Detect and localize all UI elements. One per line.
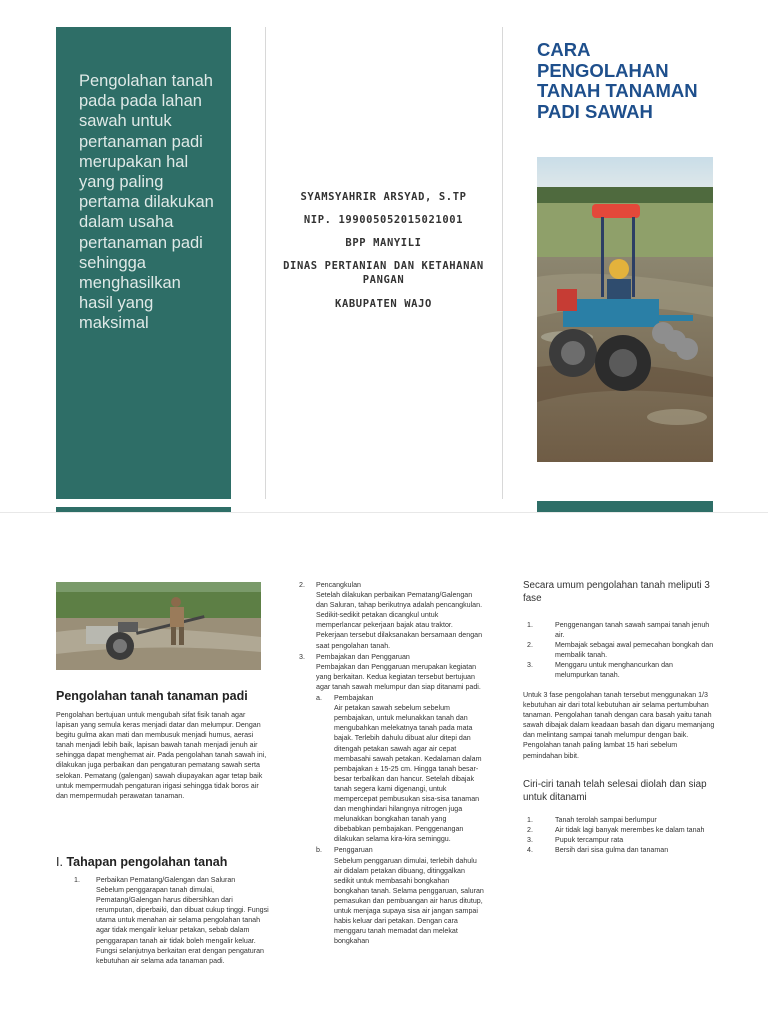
hand-tractor-photo (56, 582, 261, 670)
stage-title: Tahapan pengolahan tanah (66, 855, 228, 869)
sub-item-letter: a. (316, 694, 322, 703)
item-text: Tanah terolah sampai berlumpur (555, 816, 657, 824)
list-item (527, 620, 717, 640)
hand-tractor-photo-image (56, 582, 261, 670)
item-title: Perbaikan Pematang/Galengan dan Saluran (96, 876, 236, 884)
item-title: Pencangkulan (316, 581, 361, 589)
criteria-list (527, 815, 717, 855)
intro-panel (56, 27, 231, 499)
stage-heading (56, 855, 261, 869)
item-number: 1. (527, 621, 533, 629)
item-number: 3. (527, 661, 533, 670)
sub-item (316, 693, 485, 844)
list-item (527, 845, 717, 855)
stage-number: I. (56, 855, 63, 869)
sub-item (316, 845, 485, 946)
author-office: BPP MANYILI (345, 237, 422, 249)
sub-item-body: Air petakan sawah sebelum sebelum pembajakan, untuk melunakkan tanah dan mengubahkan melekatnya tanah pada mata bajak. Terlebih dahulu dibuat alur ditepi dan ditengah petakan sawah agar air cepat membasahi sawah petakan. Kedalaman dalam pembajakan ± 15-25 cm. Hingga tanah besar-besar terbalikan dan hancur. Setelah dibajak tanah segera kami digenangi, untuk mempercepat pembusukan sisa-sisa tanaman dan menghindari hilangnya nitrogen juga melunakkan bongkahan tanah yang dibebabkan pembajakan. Penggenangan dilakukan selama kira-kira seminggu. (334, 704, 482, 844)
author-block (282, 190, 485, 320)
item-text: Menggaru untuk menghancurkan dan melumpurkan tanah. (555, 661, 673, 680)
sub-item-title: Pembajakan (334, 694, 374, 703)
section-heading: Pengolahan tanah tanaman padi (56, 689, 248, 703)
phase-list (527, 620, 717, 681)
item-body: Sebelum penggarapan tanah dimulai, Pematang/Galengan harus dibersihkan dari rerumputan, diperbaiki, dan dibuat cukup tinggi. Fungsi utama untuk menahan air selama pengolahan tanah agar tidak mengalir keluar petakan, sebab dalam penggarapan tanah air tidak boleh mengalir keluar. Fungsi selanjutnya berkaitan erat dengan pengaturan kebutuhan air selama ada tanaman padi. (96, 886, 269, 965)
item-number: 1. (527, 816, 533, 824)
author-nip: NIP. 199005052015021001 (303, 214, 464, 226)
item-text: Penggenangan tanah sawah sampai tanah jenuh air. (555, 621, 710, 640)
list-item (527, 640, 717, 660)
brochure-title: CARA PENGOLAHAN TANAH TANAMAN PADI SAWAH (537, 39, 698, 122)
list-item (527, 835, 717, 845)
intro-text: Pengolahan tanah pada pada lahan sawah untuk pertanaman padi merupakan hal yang paling pertama dilakukan dalam usaha pertanaman padi sehingga menghasilkan hasil yang maksimal (79, 72, 214, 333)
author-regency: KABUPATEN WAJO (335, 298, 432, 310)
list-item (299, 652, 485, 947)
list-item (527, 825, 717, 835)
phase-intro: Secara umum pengolahan tanah meliputi 3 fase (523, 580, 710, 604)
sub-item-letter: b. (316, 846, 322, 855)
stage-list (74, 875, 270, 966)
item-text: Bersih dari sisa gulma dan tanaman (555, 846, 669, 855)
body-paragraph: Pengolahan bertujuan untuk mengubah sifat fisik tanah agar lapisan yang semula keras menjadi datar dan melumpur. Dengan begitu gulma akan mati dan membusuk menjadi humus, aerasi tanah menjadi lebih baik, lapisan bawah tanah menjadi jenuh air sehingga dapat menghemat air. Pada pengolahan tanah sawah ini, dilakukan juga perbaikan dan pengaturan pematang sawah serta selokan. Pematang (galengan) sawah diupayakan agar tetap baik untuk mempermudah pengaturan irigasi sehingga tidak boros air dan mempermudah perawatan tanaman. (56, 711, 267, 800)
decorative-bar (537, 501, 713, 512)
item-number: 2. (527, 826, 533, 835)
author-name: SYAMSYAHRIR ARSYAD, S.TP (300, 191, 467, 203)
item-body: Setelah dilakukan perbaikan Pematang/Galengan dan Saluran, tahap berikutnya adalah pencangkulan. Sedikit-sedikit petakan dicangkul untuk memperlancar pekerjaan bajak atau traktor. Pekerjaan tersebut dilaksanakan bersamaan dengan saat pengolahan tanah. (316, 591, 483, 650)
list-item (527, 660, 717, 680)
item-number: 3. (299, 652, 305, 661)
tractor-photo-image (537, 157, 713, 462)
item-number: 2. (527, 641, 533, 650)
fold-line (265, 27, 266, 499)
author-department: DINAS PERTANIAN DAN KETAHANAN PANGAN (283, 260, 484, 286)
item-body: Pembajakan dan Penggaruan merupakan kegiatan yang berkaitan. Kedua kegiatan tersebut bertujuan agar tanah sawah melumpur dan siap ditanami padi. (316, 662, 481, 691)
sub-item-body: Sebelum penggaruan dimulai, terlebih dahulu air didalam petakan dibuang, ditinggalkan sedikit untuk membasahi bongkahan bongkahan tanah. Selama penggaruan, saluran pemasukan dan pembuangan air harus ditutup, untuk menjaga supaya sisa air jangan sampai habis keluar dari petakan. Dengan cara menggaru tanah memadat dan melekat bongkahan (334, 856, 484, 946)
item-number: 2. (299, 581, 305, 589)
list-item (74, 875, 270, 966)
item-text: Air tidak lagi banyak merembes ke dalam tanah (555, 826, 705, 835)
phase-paragraph: Untuk 3 fase pengolahan tanah tersebut menggunakan 1/3 kebutuhan air dari total kebutuhan air selama pertumbuhan tanaman. Pengolahan tanah dengan cara basah yaitu tanah sawah dibajak dalam keadaan basah dan digaru memanjang dan melintang sampai tanah melumpur dengan baik. Pengolahan tanah paling lambat 15 hari sebelum pemindahan bibit. (523, 691, 715, 760)
tractor-photo (537, 157, 713, 462)
item-text: Pupuk tercampur rata (555, 836, 624, 845)
item-number: 3. (527, 836, 533, 845)
stage-list-continued (299, 580, 485, 947)
item-title: Pembajakan dan Penggaruan (316, 652, 410, 661)
list-item (527, 815, 717, 825)
item-number: 1. (74, 876, 80, 884)
item-number: 4. (527, 846, 533, 855)
list-item (299, 580, 485, 651)
fold-line (502, 27, 503, 499)
criteria-intro: Ciri-ciri tanah telah selesai diolah dan siap untuk ditanami (523, 779, 707, 803)
sub-item-title: Penggaruan (334, 846, 373, 855)
item-text: Membajak sebagai awal pemecahan bongkah dan membalik tanah. (555, 641, 714, 660)
